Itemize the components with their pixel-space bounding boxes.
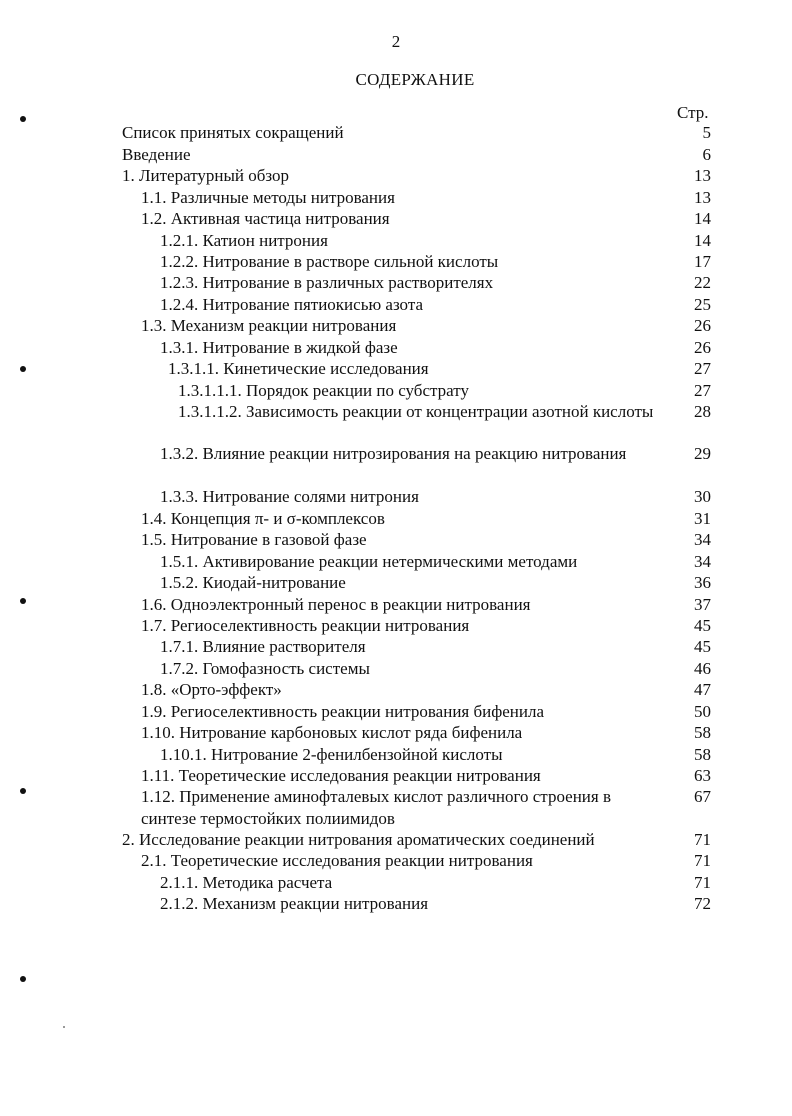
toc-entry <box>141 679 711 701</box>
toc-entry-page: 47 <box>694 680 711 699</box>
toc-entry-label: 1.12. Применение аминофталевых кислот различного строения в синтезе термостойких полиимидов <box>141 787 611 828</box>
toc-entry-page: 13 <box>694 166 711 185</box>
toc-entry-page: 71 <box>694 851 711 870</box>
toc-entry-label: 1.11. Теоретические исследования реакции нитрования <box>141 766 541 785</box>
toc-entry <box>141 850 711 872</box>
toc-entry <box>141 208 711 230</box>
toc-entry <box>160 572 711 594</box>
toc-entry-label: 1.6. Одноэлектронный перенос в реакции нитрования <box>141 595 531 614</box>
toc-entry-page: 28 <box>694 402 711 421</box>
toc-entry <box>160 230 711 252</box>
punch-hole-mark <box>20 788 26 794</box>
toc-entry <box>141 508 711 530</box>
toc-entry-label: 1.3.3. Нитрование солями нитрония <box>160 487 419 506</box>
toc-entry-page: 26 <box>694 338 711 357</box>
toc-entry-page: 22 <box>694 273 711 292</box>
toc-entry <box>141 594 711 616</box>
toc-entry-page: 26 <box>694 316 711 335</box>
toc-entry-page: 36 <box>694 573 711 592</box>
toc-entry-label: 1.9. Региоселективность реакции нитрования бифенила <box>141 702 545 721</box>
toc-entry-label: 1.4. Концепция π- и σ-комплексов <box>141 509 385 528</box>
toc-entry-label: 1.2.1. Катион нитрония <box>160 231 328 250</box>
toc-entry <box>160 486 711 508</box>
toc-entry <box>122 144 711 166</box>
toc-entry <box>160 872 711 894</box>
toc-entry-label: 2.1.1. Методика расчета <box>160 873 333 892</box>
toc-entry <box>160 551 711 573</box>
toc-entry-page: 34 <box>694 552 711 571</box>
toc-entry-label: Список принятых сокращений <box>122 123 344 142</box>
punch-hole-mark <box>20 598 26 604</box>
toc-entry-page: 58 <box>694 723 711 742</box>
toc-entry <box>141 187 711 209</box>
toc-entry-label: 1.3. Механизм реакции нитрования <box>141 316 397 335</box>
toc-entry-label: 1.7.2. Гомофазность системы <box>160 659 370 678</box>
toc-entry-page: 45 <box>694 637 711 656</box>
toc-entry <box>160 893 711 915</box>
toc-entry <box>141 615 711 637</box>
punch-hole-mark <box>20 366 26 372</box>
toc-entry-page: 6 <box>702 145 711 164</box>
toc-entry <box>141 315 711 337</box>
toc-entry <box>160 443 711 465</box>
toc-entry-label: 1.3.1. Нитрование в жидкой фазе <box>160 338 398 357</box>
toc-entry-label: 1.5.1. Активирование реакции нетермическими методами <box>160 552 578 571</box>
toc-entry-page: 71 <box>694 830 711 849</box>
toc-entry-page: 37 <box>694 595 711 614</box>
toc-entry-page: 67 <box>694 787 711 806</box>
page-number: 2 <box>391 32 401 51</box>
toc-entry-page: 50 <box>694 702 711 721</box>
toc-entry-label: 1.2.4. Нитрование пятиокисью азота <box>160 295 424 314</box>
toc-entry-page: 25 <box>694 295 711 314</box>
toc-entry-page: 46 <box>694 659 711 678</box>
toc-entry-label: 1.7. Региоселективность реакции нитрования <box>141 616 470 635</box>
toc-entry <box>160 636 711 658</box>
page-title: СОДЕРЖАНИЕ <box>355 70 475 89</box>
toc-entry-label: 2. Исследование реакции нитрования ароматических соединений <box>122 830 595 849</box>
toc-entry-page: 45 <box>694 616 711 635</box>
punch-hole-mark <box>20 976 26 982</box>
toc-entry-page: 14 <box>694 231 711 250</box>
toc-entry-page: 5 <box>702 123 711 142</box>
toc-entry-label: Введение <box>122 145 191 164</box>
toc-entry <box>141 786 711 829</box>
toc-entry-label: 1.3.1.1.1. Порядок реакции по субстрату <box>178 381 469 400</box>
toc-entry <box>160 294 711 316</box>
toc-entry-label: 1.2. Активная частица нитрования <box>141 209 390 228</box>
toc-entry-page: 71 <box>694 873 711 892</box>
toc-entry-page: 63 <box>694 766 711 785</box>
toc-entry-page: 30 <box>694 487 711 506</box>
toc-entry <box>141 765 711 787</box>
pages-column-header: Стр. <box>677 103 709 122</box>
toc-entry-label: 1.1. Различные методы нитрования <box>141 188 395 207</box>
toc-entry-label: 1.5. Нитрование в газовой фазе <box>141 530 367 549</box>
toc-entry-page: 17 <box>694 252 711 271</box>
toc-entry-label: 1.3.2. Влияние реакции нитрозирования на реакцию нитрования <box>160 444 627 463</box>
toc-entry-page: 27 <box>694 381 711 400</box>
toc-entry <box>141 701 711 723</box>
toc-entry <box>160 744 711 766</box>
toc-entry-page: 13 <box>694 188 711 207</box>
toc-entry-page: 58 <box>694 745 711 764</box>
toc-entry-label: 1.8. «Орто-эффект» <box>141 680 282 699</box>
toc-entry <box>160 272 711 294</box>
toc-entry-label: 1.2.3. Нитрование в различных растворителях <box>160 273 494 292</box>
toc-entry <box>122 165 711 187</box>
toc-entry-page: 29 <box>694 444 711 463</box>
toc-entry-label: 1.7.1. Влияние растворителя <box>160 637 366 656</box>
toc-entry <box>178 401 711 423</box>
toc-entry-page: 31 <box>694 509 711 528</box>
toc-entry-label: 1.10.1. Нитрование 2-фенилбензойной кислоты <box>160 745 503 764</box>
toc-entry-label: 1.5.2. Киодай-нитрование <box>160 573 346 592</box>
toc-entry-label: 1. Литературный обзор <box>122 166 290 185</box>
toc-entry <box>160 658 711 680</box>
toc-entry-page: 72 <box>694 894 711 913</box>
toc-entry <box>141 529 711 551</box>
toc-entry-label: 1.10. Нитрование карбоновых кислот ряда бифенила <box>141 723 523 742</box>
toc-entry-page: 14 <box>694 209 711 228</box>
toc-entry <box>122 122 711 144</box>
toc-entry <box>168 358 711 380</box>
toc-entry-page: 34 <box>694 530 711 549</box>
toc-entry-label: 2.1.2. Механизм реакции нитрования <box>160 894 429 913</box>
toc-entry <box>122 829 711 851</box>
scan-speck <box>63 1026 65 1028</box>
toc-entry-page: 27 <box>694 359 711 378</box>
toc-entry-label: 2.1. Теоретические исследования реакции нитрования <box>141 851 533 870</box>
toc-entry-label: 1.3.1.1. Кинетические исследования <box>168 359 429 378</box>
toc-entry <box>141 722 711 744</box>
toc-entry <box>160 337 711 359</box>
toc-entry <box>178 380 711 402</box>
toc-entry-label: 1.3.1.1.2. Зависимость реакции от концентрации азотной кислоты <box>178 402 654 421</box>
toc-entry-label: 1.2.2. Нитрование в растворе сильной кислоты <box>160 252 499 271</box>
punch-hole-mark <box>20 116 26 122</box>
toc-entry <box>160 251 711 273</box>
